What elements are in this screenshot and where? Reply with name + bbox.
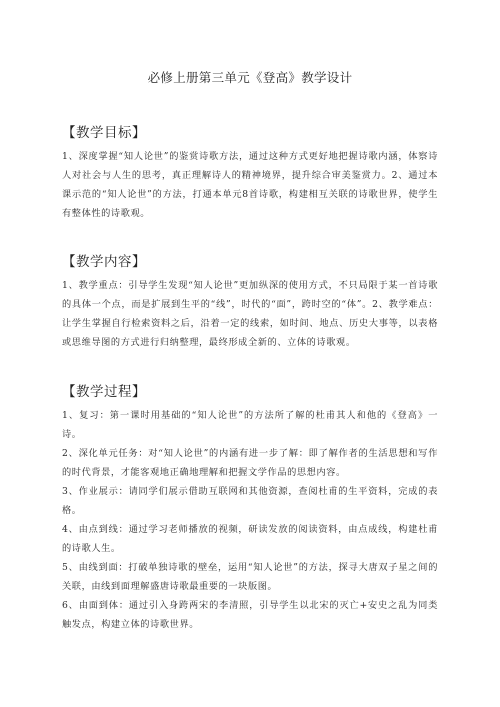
paragraph: 4、由点到线：通过学习老师播放的视频，研读发放的阅读资料，由点成线，构建杜甫的诗歌人生。 xyxy=(62,524,438,554)
section-heading: 【教学内容】 xyxy=(62,254,146,270)
paragraph: 2、深化单元任务：对“知人论世”的内涵有进一步了解：即了解作者的生活思想和写作的时代背景，才能客观地正确地理解和把握文学作品的思想内容。 xyxy=(62,448,438,478)
paragraph: 6、由面到体：通过引入身跨两宋的李清照，引导学生以北宋的灭亡+安史之乱为同类触发点，构建立体的诗歌世界。 xyxy=(62,600,438,630)
section-teaching-process xyxy=(62,380,438,634)
document-title: 必修上册第三单元《登高》教学设计 xyxy=(147,70,353,85)
paragraph: 5、由线到面：打破单独诗歌的壁垒，运用“知人论世”的方法，探寻大唐双子星之间的关联，由线到面理解盛唐诗歌最重要的一块版图。 xyxy=(62,562,438,592)
paragraph: 1、复习：第一课时用基础的“知人论世”的方法所了解的杜甫其人和他的《登高》一诗。 xyxy=(62,410,438,440)
section-teaching-goals xyxy=(62,121,438,223)
paragraph: 1、深度掌握“知人论世”的鉴赏诗歌方法，通过这种方式更好地把握诗歌内涵，体察诗人对社会与人生的思考，真正理解诗人的精神境界，提升综合审美鉴赏力。2、通过本课示范的“知人论世”的方法，打通本单元8首诗歌，构建相互关联的诗歌世界，使学生有整体性的诗歌观。 xyxy=(62,151,438,219)
section-heading: 【教学过程】 xyxy=(62,384,146,400)
section-heading: 【教学目标】 xyxy=(62,125,146,141)
paragraph: 1、教学重点：引导学生发现“知人论世”更加纵深的使用方式，不只局限于某一首诗歌的具体一个点，而是扩展到生平的“线”，时代的“面”，跨时空的“体”。2、教学难点：让学生掌握自行检索资料之后，沿着一定的线索，如时间、地点、历史大事等，以表格或思维导图的方式进行归纳整理，最终形成全新的、立体的诗歌观。 xyxy=(62,280,438,348)
paragraph: 3、作业展示：请同学们展示借助互联网和其他资源，查阅杜甫的生平资料，完成的表格。 xyxy=(62,486,438,516)
section-teaching-content xyxy=(62,250,438,352)
